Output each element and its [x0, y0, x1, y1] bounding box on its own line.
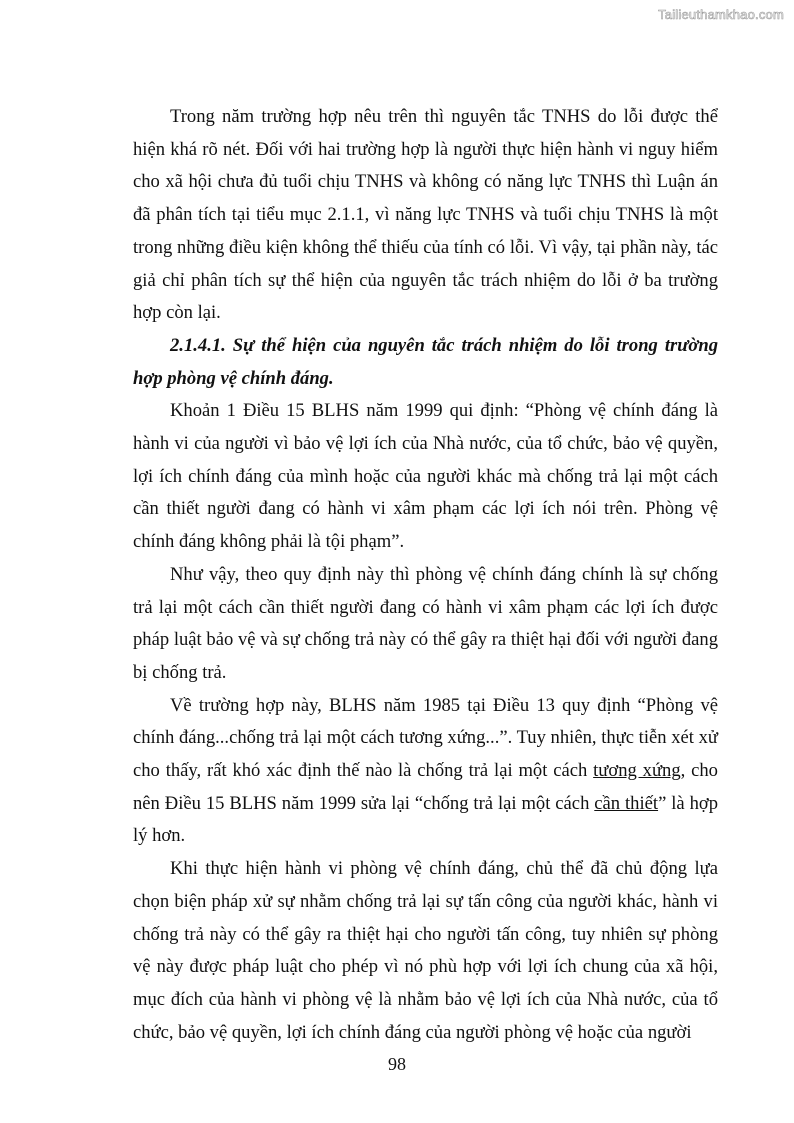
- paragraph-history-part1: Về trường hợp này, BLHS năm 1985 tại Điều 13 quy định “Phòng vệ chính đáng...chống trả lại một cách tương xứng...”. Tuy nhiên, thực tiễn xét xử cho thấy, rất khó xác định thế nào là chống trả lại một cách: [133, 694, 718, 782]
- underlined-term-can-thiet: cần thiết: [594, 792, 659, 814]
- page-number: 98: [388, 1054, 406, 1074]
- section-heading: 2.1.4.1. Sự thể hiện của nguyên tắc trách nhiệm do lỗi trong trường hợp phòng vệ chính đáng.: [133, 334, 718, 389]
- paragraph-analysis: Khi thực hiện hành vi phòng vệ chính đáng, chủ thể đã chủ động lựa chọn biện pháp xử sự nhằm chống trả lại sự tấn công của người khác, hành vi chống trả này có thể gây ra thiệt hại cho người tấn công, tuy nhiên sự phòng vệ này được pháp luật cho phép vì nó phù hợp với lợi ích chung của xã hội, mục đích của hành vi phòng vệ là nhằm bảo vệ lợi ích của Nhà nước, của tổ chức, bảo vệ quyền, lợi ích chính đáng của người phòng vệ hoặc của người: [133, 858, 718, 1043]
- paragraph-history: [133, 690, 718, 854]
- page-body: [133, 101, 718, 1049]
- underlined-term-tuong-xung: tương xứng: [593, 760, 681, 782]
- paragraph-history-part3: ” là hợp lý hơn.: [133, 792, 718, 847]
- paragraph-explanation: Như vậy, theo quy định này thì phòng vệ chính đáng chính là sự chống trả lại một cách cần thiết người đang có hành vi xâm phạm các lợi ích được pháp luật bảo vệ và sự chống trả này có thể gây ra thiệt hại đối với người đang bị chống trả.: [133, 563, 718, 683]
- watermark: Tailieuthamkhao.com: [658, 7, 784, 22]
- paragraph-history-part2: , cho nên Điều 15 BLHS năm 1999 sửa lại “chống trả lại một cách: [133, 760, 718, 814]
- paragraph-legal-definition: Khoản 1 Điều 15 BLHS năm 1999 qui định: “Phòng vệ chính đáng là hành vi của người vì bảo vệ lợi ích của Nhà nước, của tổ chức, bảo vệ quyền, lợi ích chính đáng của mình hoặc của người khác mà chống trả lại một cách cần thiết người đang có hành vi xâm phạm các lợi ích nói trên. Phòng vệ chính đáng không phải là tội phạm”.: [133, 400, 718, 553]
- paragraph-intro: Trong năm trường hợp nêu trên thì nguyên tắc TNHS do lỗi được thể hiện khá rõ nét. Đối với hai trường hợp là người thực hiện hành vi nguy hiểm cho xã hội chưa đủ tuổi chịu TNHS và không có năng lực TNHS thì Luận án đã phân tích tại tiểu mục 2.1.1, vì năng lực TNHS và tuổi chịu TNHS là một trong những điều kiện không thể thiếu của tính có lỗi. Vì vậy, tại phần này, tác giả chỉ phân tích sự thể hiện của nguyên tắc trách nhiệm do lỗi ở ba trường hợp còn lại.: [133, 106, 718, 324]
